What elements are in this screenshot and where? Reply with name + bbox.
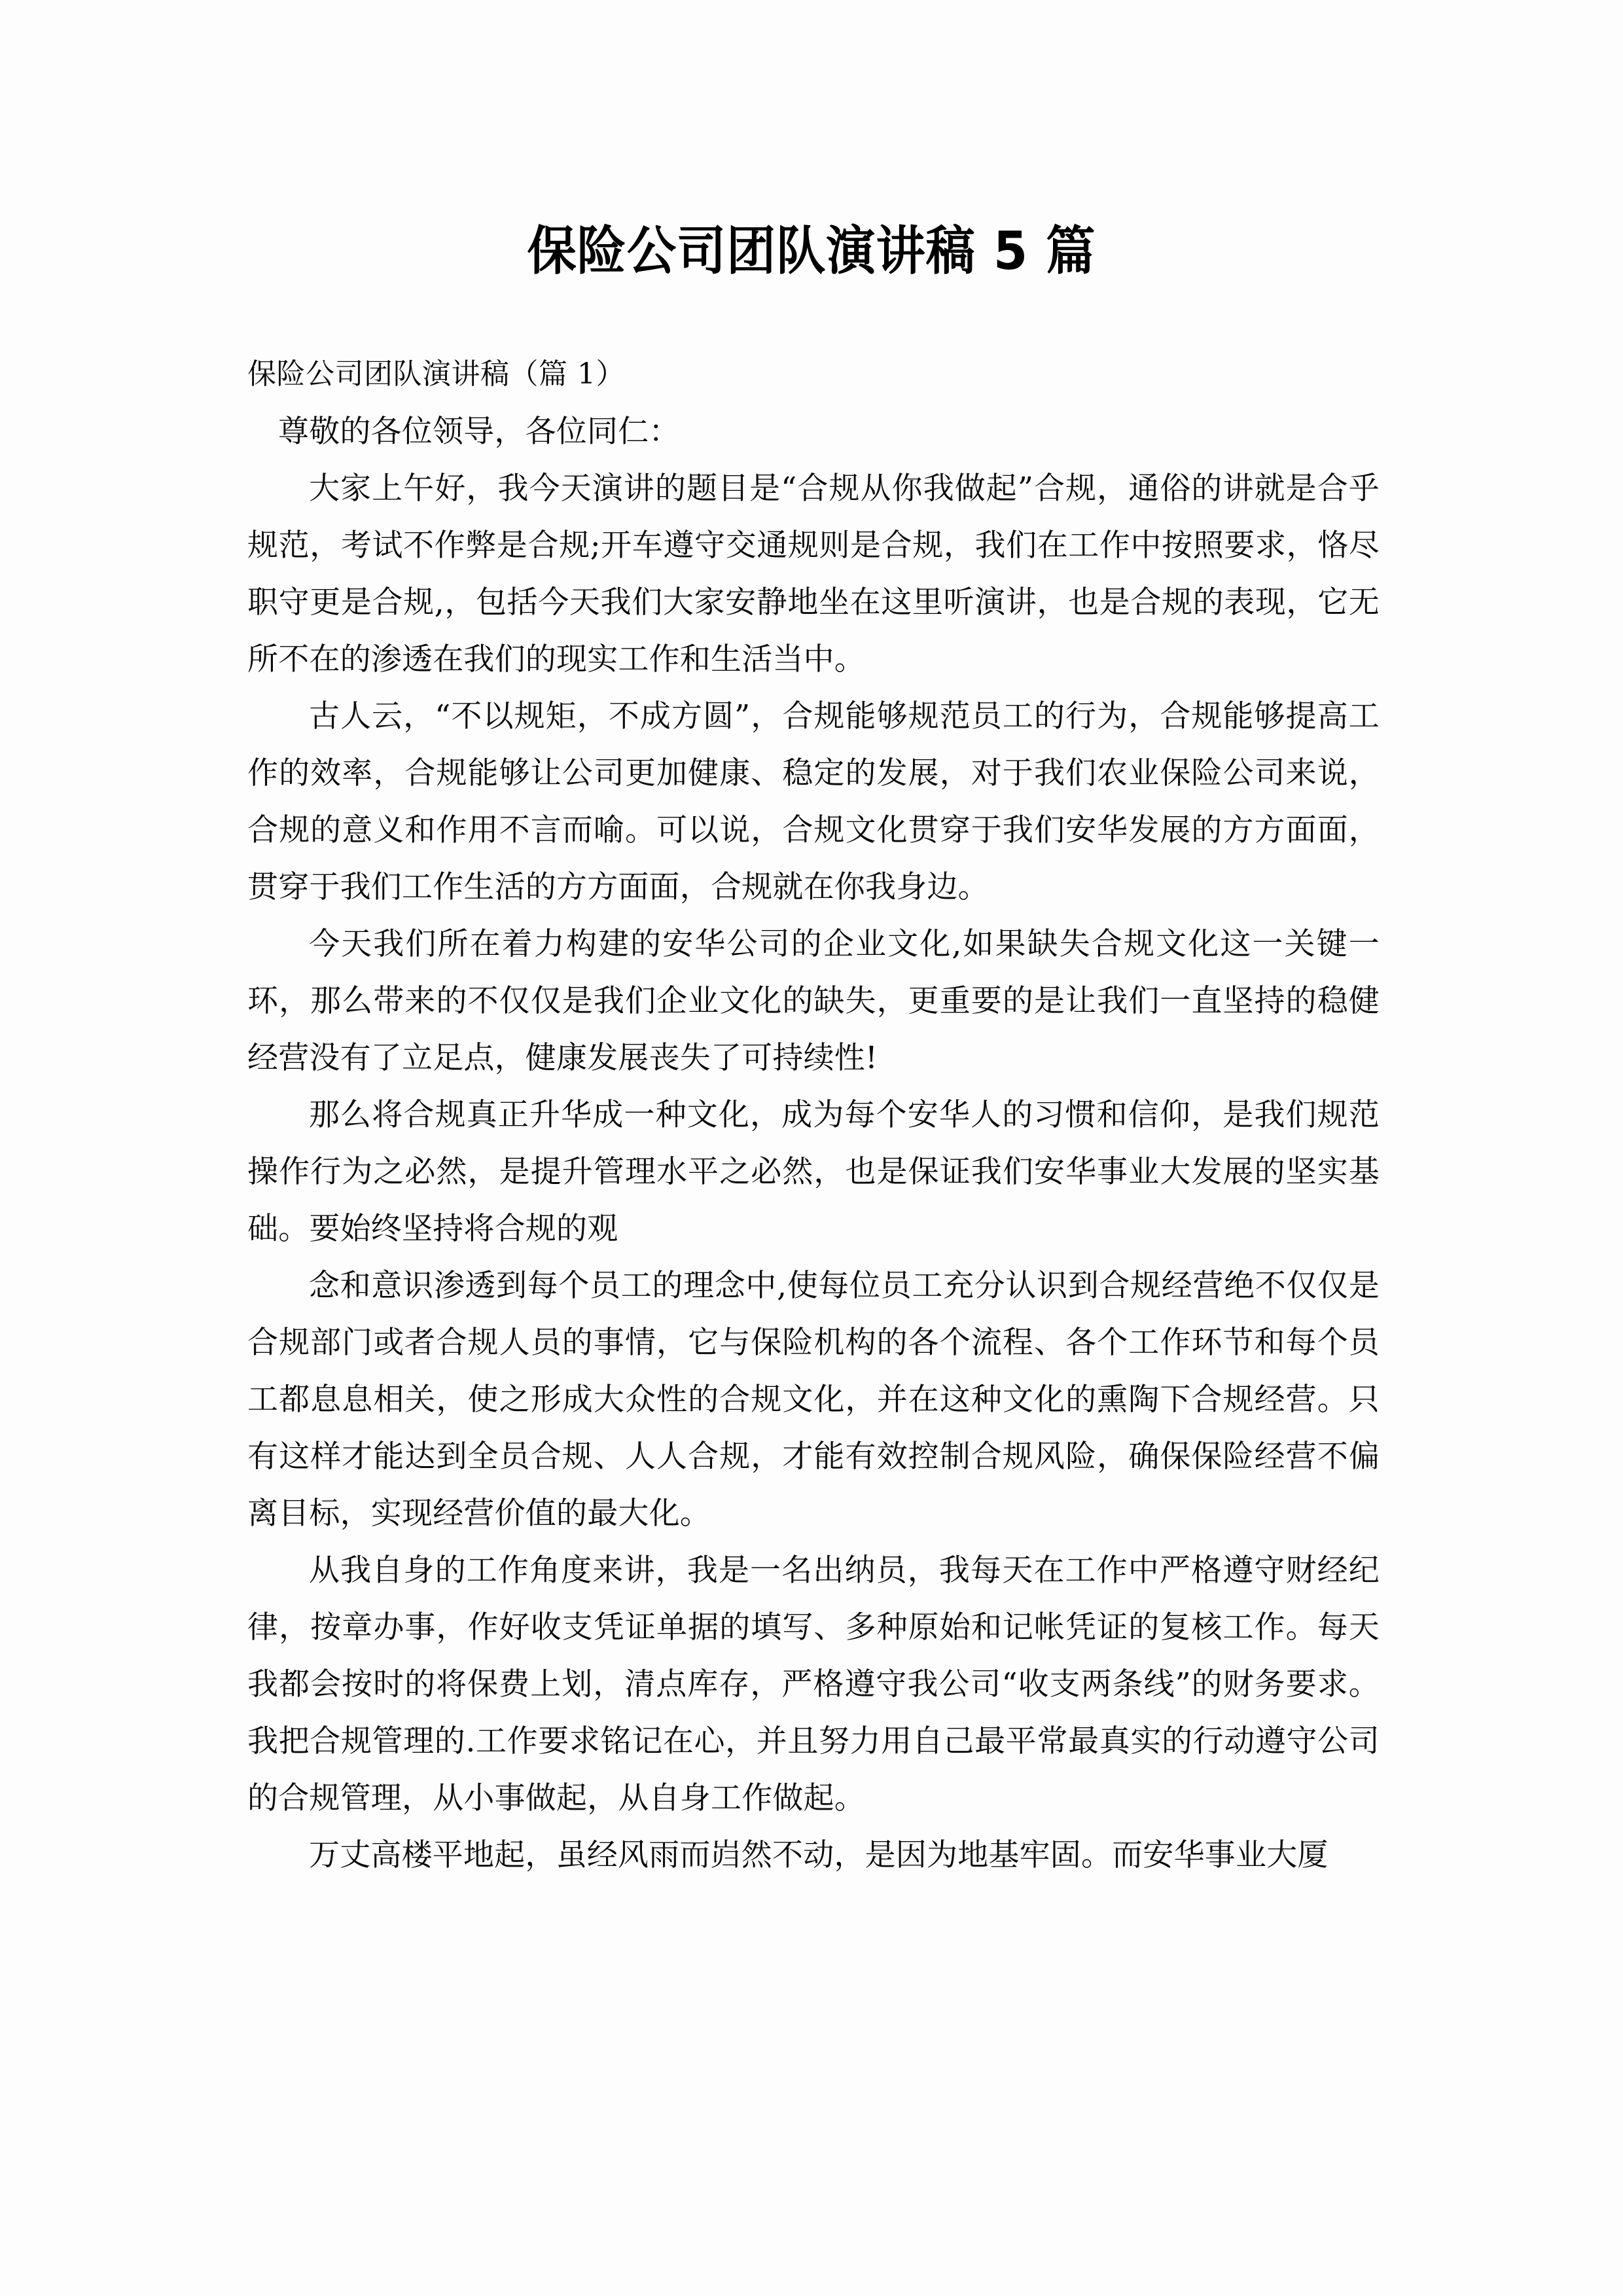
salutation: 尊敬的各位领导，各位同仁： xyxy=(278,414,680,450)
body-paragraph-4: 那么将合规真正升华成一种文化，成为每个安华人的习惯和信仰，是我们规范操作行为之必然，是提升管理水平之必然，也是保证我们安华事业大发展的坚实基础。要始终坚持将合规的观 xyxy=(247,1097,1380,1247)
body-paragraph-1: 大家上午好，我今天演讲的题目是“合规从你我做起”合规，通俗的讲就是合乎规范，考试不作弊是合规;开车遵守交通规则是合规，我们在工作中按照要求，恪尽职守更是合规,，包括今天我们大家安静地坐在这里听演讲，也是合规的表现，它无所不在的渗透在我们的现实工作和生活当中。 xyxy=(247,471,1380,677)
body-paragraph-2: 古人云，“不以规矩，不成方圆”，合规能够规范员工的行为，合规能够提高工作的效率，合规能够让公司更加健康、稳定的发展，对于我们农业保险公司来说，合规的意义和作用不言而喻。可以说，合规文化贯穿于我们安华发展的方方面面，贯穿于我们工作生活的方方面面，合规就在你我身边。 xyxy=(247,698,1380,905)
page-title: 保险公司团队演讲稿 5 篇 xyxy=(527,220,1096,281)
body-paragraph-7: 万丈高楼平地起，虽经风雨而岿然不动，是因为地基牢固。而安华事业大厦 xyxy=(309,1837,1329,1873)
body-paragraph-5: 念和意识渗透到每个员工的理念中,使每位员工充分认识到合规经营绝不仅仅是合规部门或者合规人员的事情，它与保险机构的各个流程、各个工作环节和每个员工都息息相关，使之形成大众性的合规文化，并在这种文化的熏陶下合规经营。只有这样才能达到全员合规、人人合规，才能有效控制合规风险，确保保险经营不偏离目标，实现经营价值的最大化。 xyxy=(247,1268,1380,1532)
document-body xyxy=(247,346,1380,1884)
section-subtitle: 保险公司团队演讲稿（篇 1） xyxy=(247,357,625,391)
body-paragraph-3: 今天我们所在着力构建的安华公司的企业文化,如果缺失合规文化这一关键一环，那么带来的不仅仅是我们企业文化的缺失，更重要的是让我们一直坚持的稳健经营没有了立足点，健康发展丧失了可持续性! xyxy=(247,926,1380,1076)
body-paragraph-6: 从我自身的工作角度来讲，我是一名出纳员，我每天在工作中严格遵守财经纪律，按章办事，作好收支凭证单据的填写、多种原始和记帐凭证的复核工作。每天我都会按时的将保费上划，清点库存，严格遵守我公司“收支两条线”的财务要求。我把合规管理的.工作要求铭记在心，并且努力用自己最平常最真实的行动遵守公司的合规管理，从小事做起，从自身工作做起。 xyxy=(247,1552,1380,1816)
